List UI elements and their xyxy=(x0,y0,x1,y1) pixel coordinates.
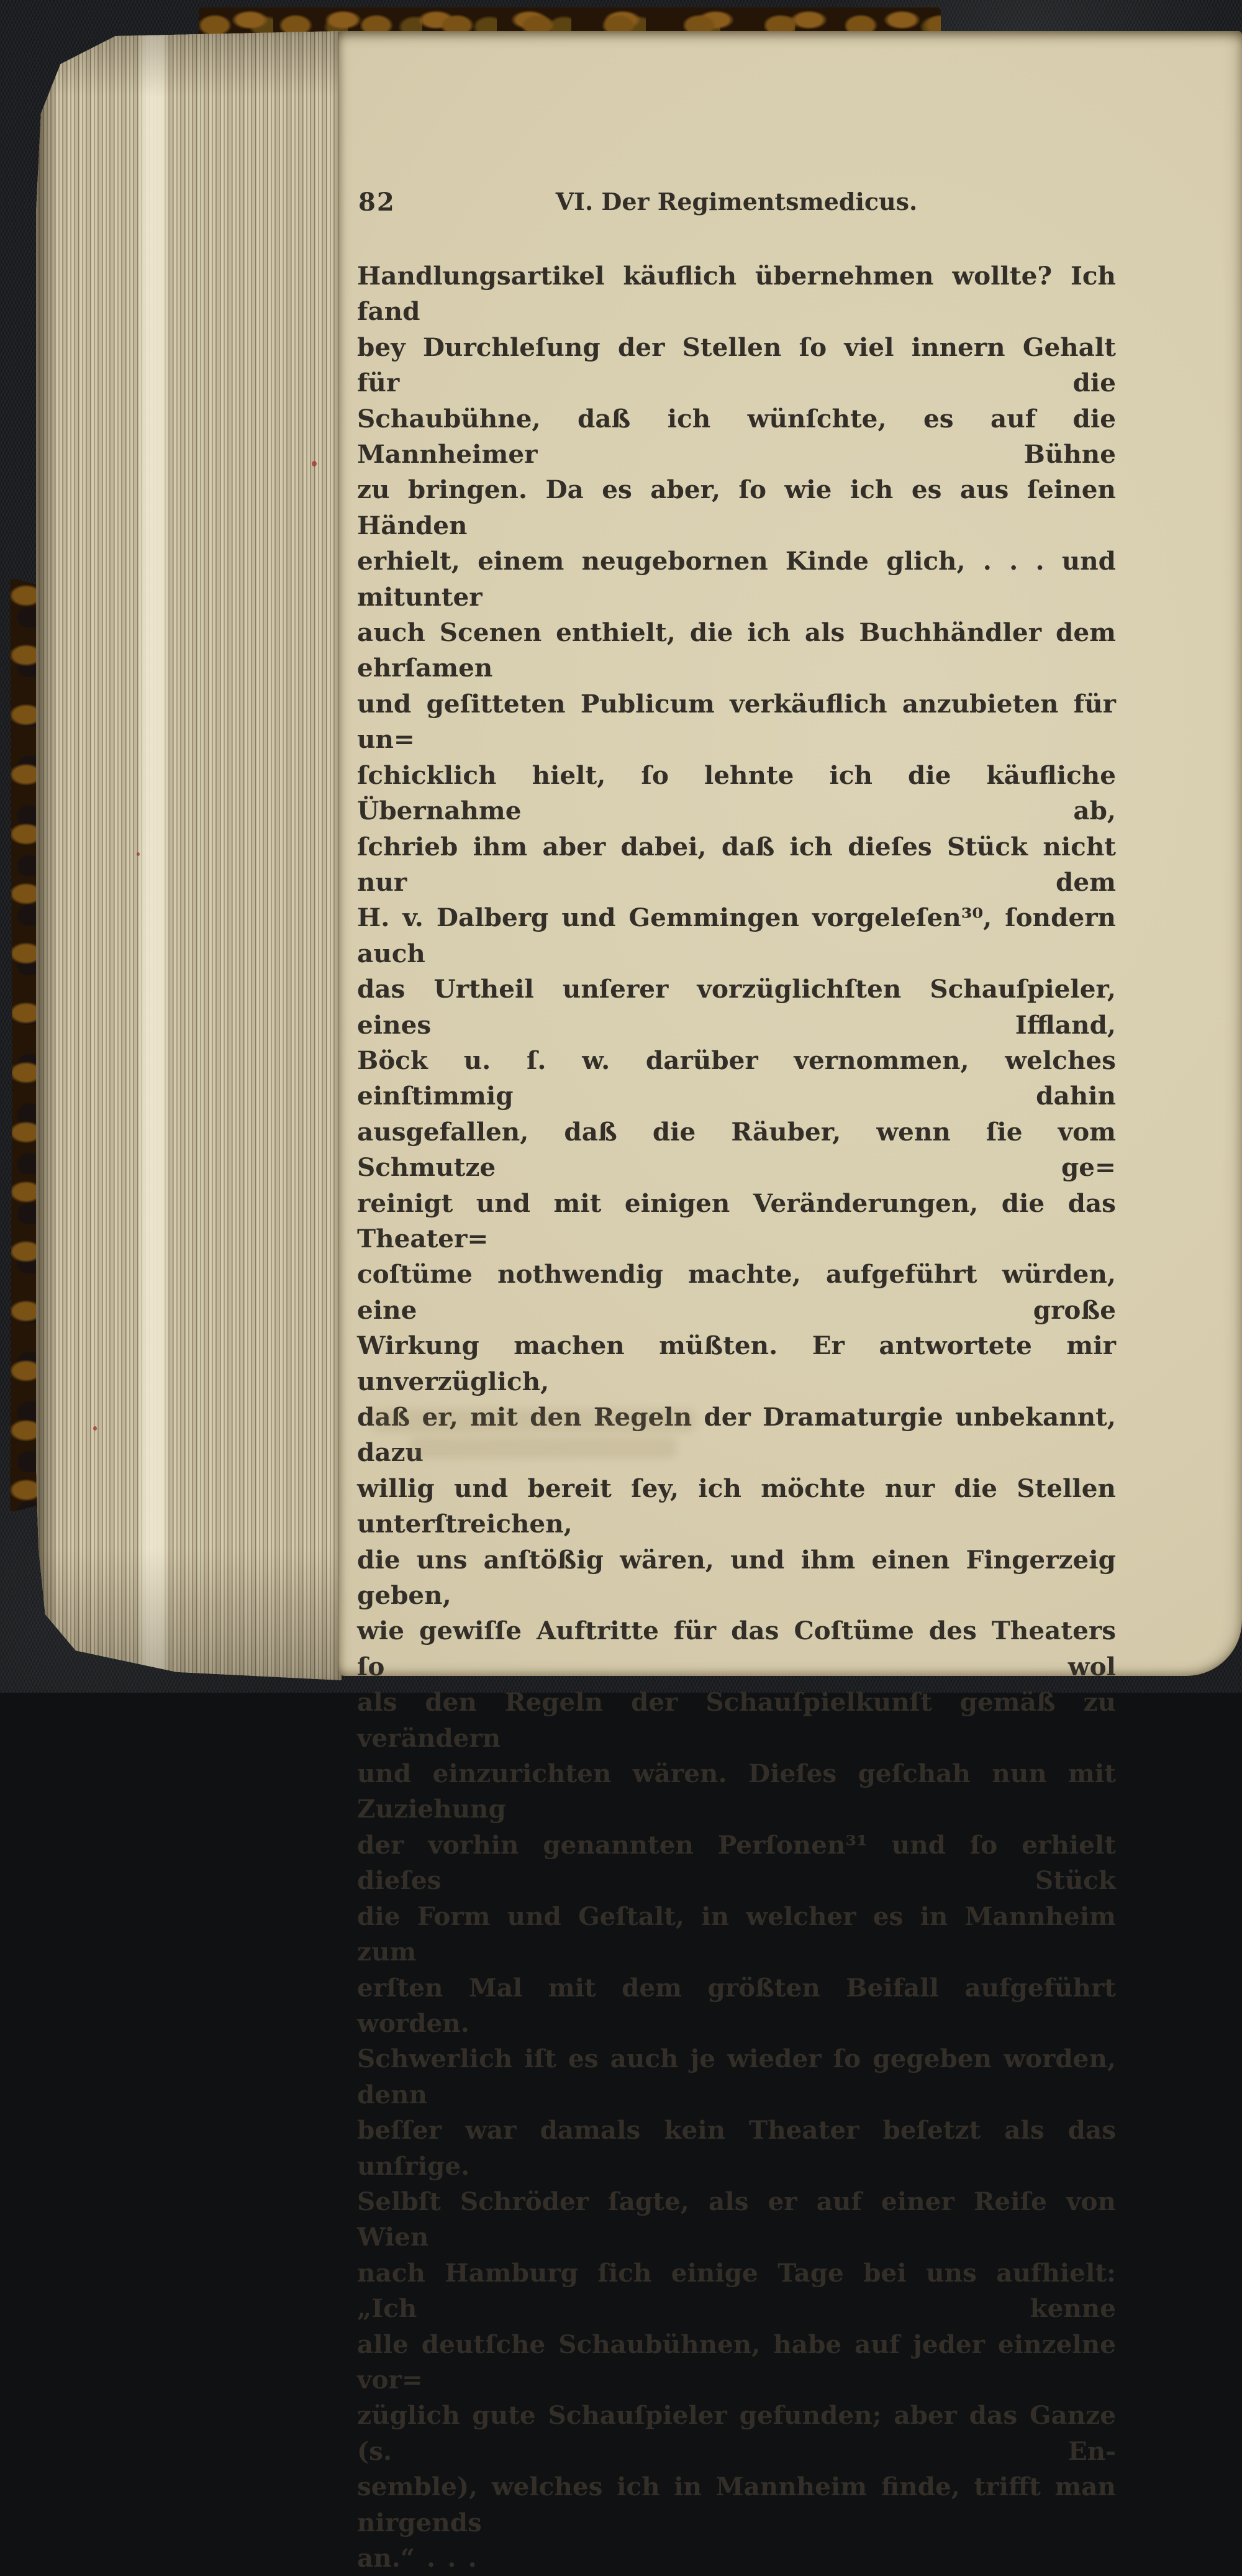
page-number: 82 xyxy=(358,188,396,217)
text-line: die Form und Geſtalt, in welcher es in Mannheim zum xyxy=(357,1901,1116,1967)
text-line: Wirkung machen müßten. Er antwortete mir unverzüglich, xyxy=(357,1331,1116,1396)
text-line: bey Durchleſung der Stellen ſo viel innern Gehalt für die xyxy=(357,332,1116,398)
text-line: daß er, mit den Regeln der Dramaturgie unbekannt, dazu xyxy=(357,1402,1116,1468)
text-line: auch Scenen enthielt, die ich als Buchhändler dem ehrſamen xyxy=(357,617,1116,683)
text-line: Böck u. ſ. w. darüber vernommen, welches einſtimmig dahin xyxy=(357,1045,1116,1111)
red-speck xyxy=(137,852,140,856)
text-line: als den Regeln der Schauſpielkunſt gemäß zu verändern xyxy=(357,1687,1116,1753)
text-line: erhielt, einem neugebornen Kinde glich, . . . und mitunter xyxy=(357,546,1116,612)
text-line: willig und bereit ſey, ich möchte nur die Stellen unterſtreichen, xyxy=(357,1473,1116,1539)
text-line: semble), welches ich in Mannheim finde, trifft man nirgends xyxy=(357,2472,1116,2537)
text-line: nach Hamburg ſich einige Tage bei uns aufhielt: „Ich kenne xyxy=(357,2257,1116,2324)
red-speck xyxy=(93,1426,97,1431)
text-line: an.“ . . . xyxy=(357,2543,477,2573)
text-line: die uns anſtößig wären, und ihm einen Fingerzeig geben, xyxy=(357,1544,1116,1611)
text-line: Selbſt Schröder ſagte, als er auf einer Reiſe von Wien xyxy=(357,2186,1116,2252)
text-line: zu bringen. Da es aber, ſo wie ich es aus ſeinen Händen xyxy=(357,475,1116,540)
text-line: der vorhin genannten Perſonen³¹ und ſo erhielt dieſes Stück xyxy=(357,1829,1116,1896)
text-line: ausgefallen, daß die Räuber, wenn ſie vom Schmutze ge= xyxy=(357,1116,1116,1183)
text-line: beſſer war damals kein Theater beſetzt als das unſrige. xyxy=(357,2115,1116,2181)
text-line: wie gewiſſe Auftritte für das Coſtüme des Theaters ſo wol xyxy=(357,1616,1116,1682)
text-line: Schwerlich iſt es auch je wieder ſo gegeben worden, denn xyxy=(357,2044,1116,2109)
text-line: ſchicklich hielt, ſo lehnte ich die käufliche Übernahme ab, xyxy=(357,760,1116,826)
text-line: Schaubühne, daß ich wünſchte, es auf die Mannheimer Bühne xyxy=(357,403,1116,470)
text-line: Handlungsartikel käuflich übernehmen wollte? Ich fand xyxy=(357,261,1116,327)
text-line: und einzurichten wären. Dieſes geſchah nun mit Zuziehung xyxy=(357,1759,1116,1824)
text-line: ſchrieb ihm aber dabei, daß ich dieſes Stück nicht nur dem xyxy=(357,831,1116,897)
red-speck xyxy=(312,461,317,467)
text-line: erſten Mal mit dem größten Beifall aufgeführt worden. xyxy=(357,1972,1116,2038)
showthrough-smudge xyxy=(373,1409,696,1432)
text-line: coſtüme nothwendig machte, aufgeführt würden, eine große xyxy=(357,1259,1116,1325)
showthrough-smudge xyxy=(410,1437,677,1459)
text-line: züglich gute Schauſpieler gefunden; aber das Ganze (s. En- xyxy=(357,2400,1116,2466)
text-line: das Urtheil unſerer vorzüglichſten Schauſpieler, eines Iffland, xyxy=(357,974,1116,1040)
text-line: reinigt und mit einigen Veränderungen, die das Theater= xyxy=(357,1188,1116,1254)
text-line: H. v. Dalberg und Gemmingen vorgeleſen³⁰, ſondern auch xyxy=(357,903,1116,968)
text-line: alle deutſche Schaubühnen, habe auf jeder einzelne vor= xyxy=(357,2329,1116,2395)
text-line: und geſitteten Publicum verkäuflich anzubieten für un= xyxy=(357,688,1116,755)
page-edges-stack xyxy=(36,31,342,1680)
running-header: VI. Der Regimentsmedicus. xyxy=(555,188,918,216)
